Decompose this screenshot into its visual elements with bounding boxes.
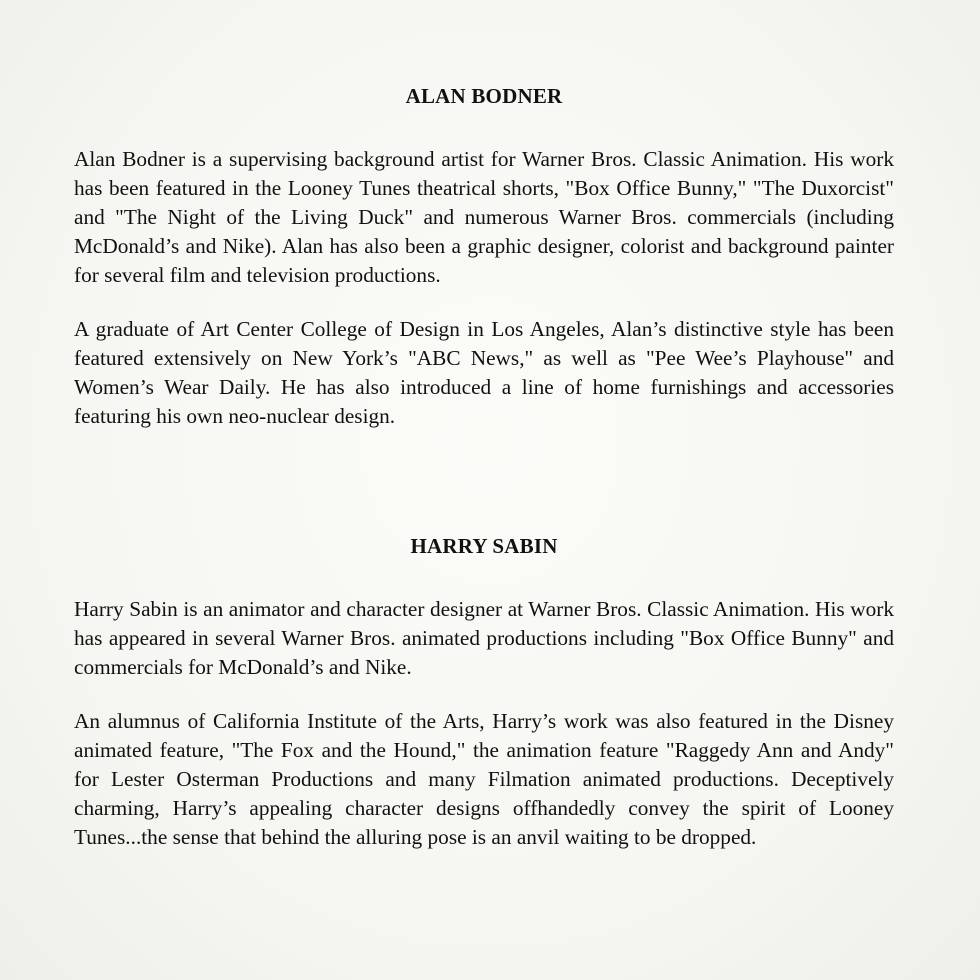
bio-paragraph: Alan Bodner is a supervising background artist for Warner Bros. Classic Animation. His work has been featured in the Looney Tunes theatrical shorts, "Box Office Bunny," "The Duxorcist" and "The Night of the Living Duck" and numerous Warner Bros. commercials (including McDonald’s and Nike). Alan has also been a graphic designer, colorist and background painter for several film and television productions. xyxy=(74,147,894,287)
bio-section-alan-bodner xyxy=(74,84,894,431)
bio-heading: ALAN BODNER xyxy=(405,84,563,108)
bio-heading: HARRY SABIN xyxy=(410,534,558,558)
bio-paragraph: A graduate of Art Center College of Design in Los Angeles, Alan’s distinctive style has been featured extensively on New York’s "ABC News," as well as "Pee Wee’s Playhouse" and Women’s Wear Daily. He has also introduced a line of home furnishings and accessories featuring his own neo-nuclear design. xyxy=(74,317,894,428)
bio-paragraph: Harry Sabin is an animator and character designer at Warner Bros. Classic Animation. His work has appeared in several Warner Bros. animated productions including "Box Office Bunny" and commercials for McDonald’s and Nike. xyxy=(74,597,894,679)
bio-section-harry-sabin xyxy=(74,534,894,852)
bio-paragraph: An alumnus of California Institute of the Arts, Harry’s work was also featured in the Disney animated feature, "The Fox and the Hound," the animation feature "Raggedy Ann and Andy" for Lester Osterman Productions and many Filmation animated productions. Deceptively charming, Harry’s appealing character designs offhandedly convey the spirit of Looney Tunes...the sense that behind the alluring pose is an anvil waiting to be dropped. xyxy=(74,709,894,849)
